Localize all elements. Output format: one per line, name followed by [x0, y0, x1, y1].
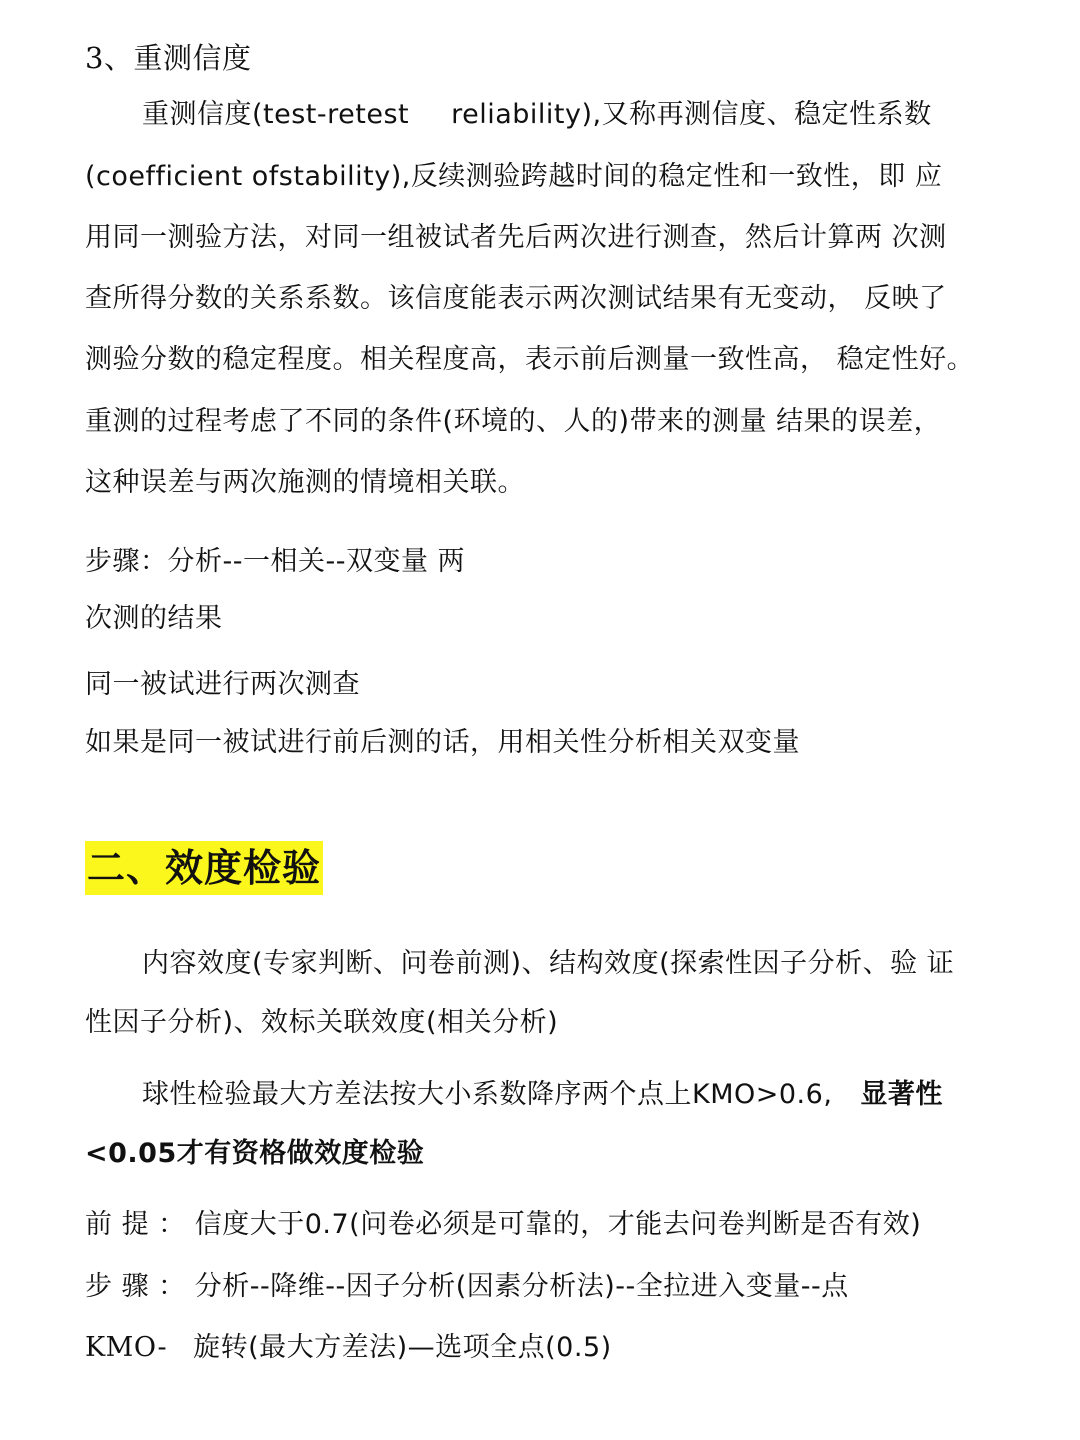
para1-line6: 重测的过程考虑了不同的条件(环境的、人的)带来的测量 结果的误差，: [85, 406, 942, 437]
para1-line1-part-b: reliability),又称再测信度、稳定性系数: [451, 99, 932, 130]
steps1-line1: 步骤：分析--一相关--双变量 两: [85, 546, 466, 577]
para1-line3: 用同一测验方法，对同一组被试者先后两次进行测查，然后计算两 次测: [85, 222, 947, 253]
steps1-line2: 次测的结果: [85, 603, 223, 634]
premise-line: 前 提 ： 信度大于0.7(问卷必须是可靠的，才能去问卷判断是否有效): [85, 1209, 922, 1240]
steps2-line2-part-b: 旋转(最大方差法)—选项全点(0.5): [193, 1332, 612, 1363]
para3-line2: <0.05才有资格做效度检验: [85, 1138, 425, 1169]
heading-retest-reliability: 3、重测信度: [85, 41, 252, 75]
para1-line5: 测验分数的稳定程度。相关程度高，表示前后测量一致性高， 稳定性好。: [85, 344, 975, 375]
para3-line1-part-a: 球性检验最大方差法按大小系数降序两个点上KMO>0.6,: [142, 1079, 833, 1110]
steps2-line2: [85, 1330, 612, 1366]
steps1-line3: 同一被试进行两次测查: [85, 669, 360, 700]
para1-line2: (coefficient ofstability),反续测验跨越时间的稳定性和一致性，即 应: [85, 161, 943, 192]
steps2-line2-part-a: KMO-: [85, 1332, 168, 1363]
para3-line1: [142, 1077, 943, 1113]
steps2-line1: 步 骤 ： 分析--降维--因子分析(因素分析法)--全拉进入变量--点: [85, 1271, 849, 1302]
para2-line1: 内容效度(专家判断、问卷前测)、结构效度(探索性因子分析、验 证: [142, 948, 955, 979]
steps1-line4: 如果是同一被试进行前后测的话，用相关性分析相关双变量: [85, 727, 800, 758]
section-title-validity-test: 二、效度检验: [85, 841, 323, 895]
para2-line2: 性因子分析)、效标关联效度(相关分析): [85, 1007, 559, 1038]
para3-line1-part-b: 显著性: [860, 1079, 943, 1110]
para1-line4: 查所得分数的关系系数。该信度能表示两次测试结果有无变动， 反映了: [85, 283, 947, 314]
para1-line7: 这种误差与两次施测的情境相关联。: [85, 467, 525, 498]
para1-line1-part-a: 重测信度(test-retest: [142, 99, 410, 130]
para1-line1: [142, 97, 932, 133]
